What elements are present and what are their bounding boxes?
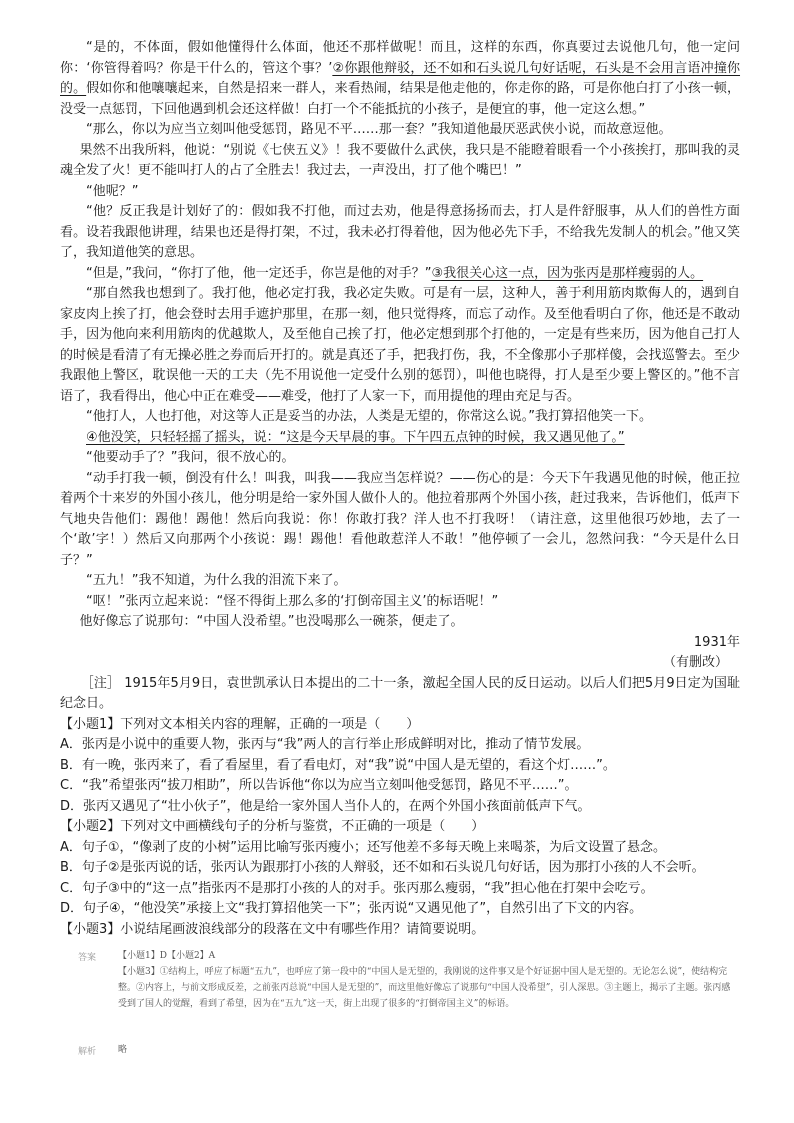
question-option: C．句子③中的“这一点”指张丙不是那打小孩的人的对手。张丙那么瘦弱，“我”担心他在打架中会吃亏。 xyxy=(60,880,654,896)
analysis-label: 解析 xyxy=(78,1047,97,1057)
story-paragraph xyxy=(60,428,740,449)
paragraph-text: “五九！”我不知道，为什么我的泪流下来了。 xyxy=(86,573,347,588)
answer-label: 答案 xyxy=(78,953,97,963)
answer-line-1: 【小题1】D【小题2】A xyxy=(118,951,216,961)
paragraph-text: “动手打我一顿，倒没有什么！叫我，叫我——我应当怎样说？——伤心的是：今天下午我遇见他的时候，他正拉着两个十来岁的外国小孩儿，他分明是给一家外国人做仆人的。他拉着那两个外国小孩，赶过我来，告诉他们，低声下气地央告他们：踢他！踢他！然后向我说：你！你敢打我？洋人也不打我呀！（请注意，这里他很巧妙地，去了一个‘敢’字！）然后又向那两个小孩说：踢！踢他！看他敢惹洋人不敢！”他停顿了一会儿，忽然问我：“今天是什么日子？” xyxy=(60,470,740,568)
story-text xyxy=(60,38,740,940)
paragraph-text: 果然不出我所料，他说：“别说《七侠五义》！我不要做什么武侠，我只是不能瞪着眼看一个小孩挨打，那叫我的灵魂全发了火！更不能叫打人的占了全胜去！我过去，一声没出，打了他个嘴巴！” xyxy=(60,142,740,178)
paragraph-text: “那么，你以为应当立刻叫他受惩罚，路见不平……那一套？”我知道他最厌恶武侠小说，而故意逗他。 xyxy=(86,122,672,137)
story-paragraph xyxy=(60,592,740,613)
story-paragraph xyxy=(60,448,740,469)
paragraph-text: “但是，”我问，“你打了他，他一定还手，你岂是他的对手？” xyxy=(86,265,432,281)
question-option: A．句子①，“像剥了皮的小树”运用比喻写张丙瘦小；还写他差不多每天晚上来喝茶，为后文设置了悬念。 xyxy=(60,839,667,855)
paragraph-text: 假如你和他嚷嚷起来，自然是招来一群人，来看热闹，结果是他走他的，你走你的路，可是你他白打了小孩一顿，没受一点惩罚，下回他遇到机会还这样做！白打一个不能抵抗的小孩子，是便宜的事，他一定这么想。” xyxy=(60,81,740,117)
story-paragraph xyxy=(60,469,740,572)
question-stem-q2: 【小题2】下列对文中画横线句子的分析与鉴赏，不正确的一项是（ ） xyxy=(60,819,485,834)
question-option: D．句子④，“他没笑”承接上文“我打算招他笑一下”；张丙说“又遇见他了”，自然引出了下文的内容。 xyxy=(60,901,643,916)
story-paragraph xyxy=(60,571,740,592)
story-paragraph xyxy=(60,38,740,120)
answer-line-2: 【小题3】①结构上，呼应了标题“五九”，也呼应了第一段中的“中国人是无望的，我刚说的这件事又是个好证据中国人是无望的。无论怎么说”，使结构完整。②内容上，与前文形成反差，之前张丙总说“中国人是无望的”，而这里他好像忘了说那句“中国人没希望”，引人深思。③主题上，揭示了主题。张丙感受到了国人的觉醒，看到了希望，因为在“五九”这一天，街上出现了很多的“打倒帝国主义”的标语。 xyxy=(118,967,731,1009)
paragraph-text: 他好像忘了说那句：“中国人没希望。”也没喝那么一碗茶，便走了。 xyxy=(79,614,464,629)
paragraph-text: “是的，不体面，假如他懂得什么体面，他还不那样做呢！而且，这样的东西，你真要过去说他几句，他一定问你：‘你管得着吗？你是干什么的，管这个事？’ xyxy=(60,40,740,76)
footnote: ［注］ 1915年5月9日，袁世凯承认日本提出的二十一条，激起全国人民的反日运动。以后人们把5月9日定为国耻纪念日。 xyxy=(60,675,740,711)
underlined-sentence: ④他没笑，只轻轻摇了摇头，说：“这是今天早晨的事。下午四五点钟的时候，我又遇见他了。” xyxy=(86,429,625,445)
question-option: B．有一晚，张丙来了，看了看屋里，看了看电灯，对“我”说“中国人是无望的，看这个灯……”。 xyxy=(60,757,616,773)
underlined-sentence: ③我很关心这一点，因为张丙是那样瘦弱的人。 xyxy=(431,265,704,281)
story-paragraph xyxy=(60,264,740,285)
paragraph-text: “他要动手了？”我问，很不放心的。 xyxy=(86,450,295,465)
story-paragraph xyxy=(60,612,740,633)
paragraph-text: “他？反正我是计划好了的：假如我不打他，而过去劝，他是得意扬扬而去，打人是件舒服事，从人们的兽性方面看。设若我跟他讲理，结果也还是得打架，不过，我未必打得着他，因为他必先下手，不给我先发制人的机会。”他又笑了，我知道他笑的意思。 xyxy=(60,204,740,260)
analysis-text: 略 xyxy=(118,1045,128,1055)
story-paragraph xyxy=(60,284,740,407)
paragraph-text: “那自然我也想到了。我打他，他必定打我，我必定失败。可是有一层，这种人，善于利用筋肉欺侮人的，遇到自家皮肉上挨了打，他会登时去用手遮护那里，在那一刻，他只觉得疼，而忘了动作。及至他看明白了你，他还是不敢动手，因为他向来利用筋肉的优越欺人，及至他自己挨了打，他必定想到那个打他的，一定是有些来历，因为他自己打人的时候是看清了有无操必胜之券而后开打的。就是真还了手，把我打伤，我，不全像那小子那样傻，会找巡警去。至少我跟他上警区，耽误他一天的工夫（先不用说他一定受什么别的惩罚），叫他也晓得，打人是至少要上警区的。”他不言语了，我看得出，他心中正在难受——难受，他打了人家一下，而用提他的理由充足与否。 xyxy=(60,286,740,404)
question-option: D．张丙又遇见了“壮小伙子”，他是给一家外国人当仆人的，在两个外国小孩面前低声下气。 xyxy=(60,798,591,814)
question-option: B．句子②是张丙说的话，张丙认为跟那打小孩的人辩驳，还不如和石头说几句好话，因为那打小孩的人不会听。 xyxy=(60,860,705,875)
question-option: A．张丙是小说中的重要人物，张丙与“我”两人的言行举止形成鲜明对比，推动了情节发展。 xyxy=(60,737,590,752)
year-line: 1931年 xyxy=(693,634,740,650)
question-option: C．“我”希望张丙“拔刀相助”，所以告诉他“你以为应当立刻叫他受惩罚，路见不平……”。 xyxy=(60,778,578,793)
underlined-sentence: ②你跟他辩驳，还不如和石头说几句好话呢，石头是不会用言语冲撞你的。 xyxy=(60,60,741,96)
question-stem-q1: 【小题1】下列对文本相关内容的理解，正确的一项是（ ） xyxy=(60,716,420,732)
paragraph-text: “呕！”张丙立起来说：“怪不得街上那么多的‘打倒帝国主义’的标语呢！” xyxy=(86,593,499,609)
question-stem-q3: 【小题3】小说结尾画波浪线部分的段落在文中有哪些作用？请简要说明。 xyxy=(60,921,485,937)
story-paragraph xyxy=(60,120,740,141)
source-note: （有删改） xyxy=(662,655,728,670)
story-paragraph xyxy=(60,407,740,428)
story-paragraph xyxy=(60,141,740,182)
paragraph-text: “他呢？” xyxy=(86,183,139,199)
story-paragraph xyxy=(60,202,740,264)
paragraph-text: “他打人，人也打他，对这等人正是妥当的办法，人类是无望的，你常这么说。”我打算招他笑一下。 xyxy=(86,409,652,424)
story-paragraph xyxy=(60,182,740,203)
